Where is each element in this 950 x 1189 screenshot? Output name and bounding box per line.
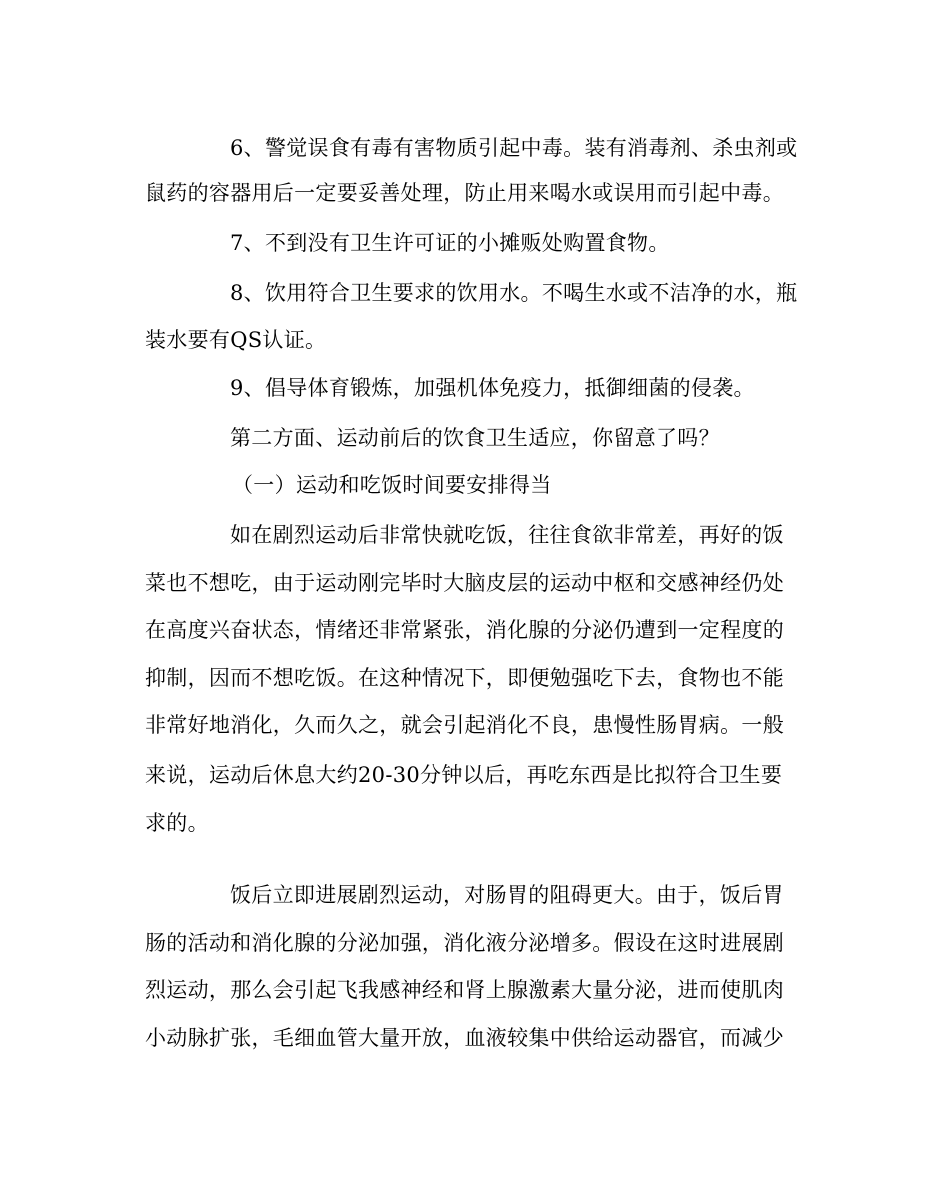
section-heading: 第二方面、运动前后的饮食卫生适应，你留意了吗？	[230, 426, 720, 450]
subsection-heading: （一）运动和吃饭时间要安排得当	[232, 473, 552, 497]
paragraph-line: 6、警觉误食有毒有害物质引起中毒。装有消毒剂、杀虫剂或	[230, 136, 798, 160]
paragraph-line: 求的。	[145, 811, 209, 835]
paragraph-line: 如在剧烈运动后非常快就吃饭，往往食欲非常差，再好的饭	[230, 523, 784, 547]
paragraph-line: 8、饮用符合卫生要求的饮用水。不喝生水或不洁净的水，瓶	[230, 281, 798, 305]
paragraph-line: 非常好地消化，久而久之，就会引起消化不良，患慢性肠胃病。一般	[145, 713, 784, 737]
paragraph-line: 肠的活动和消化腺的分泌加强，消化液分泌增多。假设在这时进展剧	[145, 931, 784, 955]
paragraph-line: 鼠药的容器用后一定要妥善处理，防止用来喝水或误用而引起中毒。	[145, 181, 784, 205]
paragraph-line: 抑制，因而不想吃饭。在这种情况下，即便勉强吃下去，食物也不能	[145, 666, 784, 690]
paragraph-line: 小动脉扩张，毛细血管大量开放，血液较集中供给运动器官，而减少	[145, 1026, 784, 1050]
paragraph-line: 7、不到没有卫生许可证的小摊贩处购置食物。	[230, 231, 670, 255]
paragraph-line: 在高度兴奋状态，情绪还非常紧张，消化腺的分泌仍遭到一定程度的	[145, 618, 784, 642]
paragraph-line: 装水要有QS认证。	[145, 328, 327, 352]
paragraph-line: 饭后立即进展剧烈运动，对肠胃的阻碍更大。由于，饭后胃	[230, 883, 784, 907]
paragraph-line: 来说，运动后休息大约20-30分钟以后，再吃东西是比拟符合卫生要	[145, 763, 783, 787]
paragraph-line: 菜也不想吃，由于运动刚完毕时大脑皮层的运动中枢和交感神经仍处	[145, 571, 784, 595]
paragraph-line: 9、倡导体育锻炼，加强机体免疫力，抵御细菌的侵袭。	[230, 376, 755, 400]
paragraph-line: 烈运动，那么会引起飞我感神经和肾上腺激素大量分泌，进而使肌肉	[145, 978, 784, 1002]
